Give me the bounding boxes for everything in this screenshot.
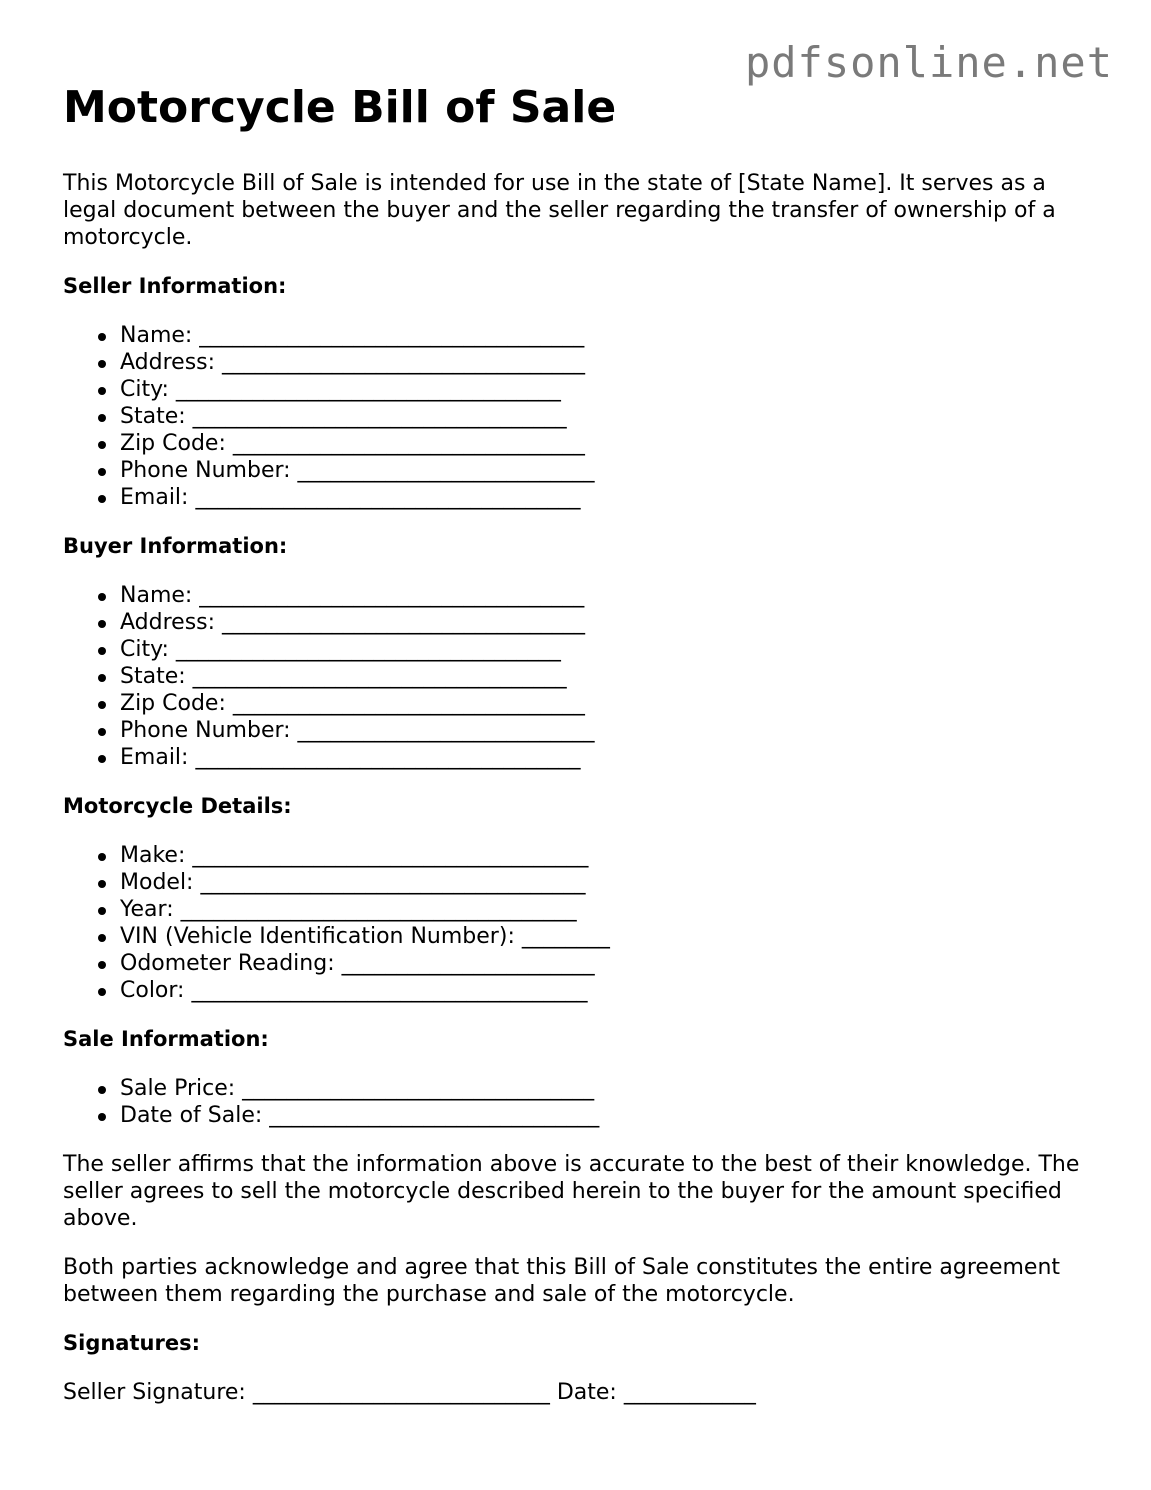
seller-phone-field[interactable]: Phone Number: ___________________________ [120, 457, 1093, 484]
buyer-state-field[interactable]: State: __________________________________ [120, 663, 1093, 690]
sale-section-heading: Sale Information: [63, 1027, 269, 1051]
watermark: pdfsonline.net [744, 38, 1113, 87]
seller-city-field[interactable]: City: ___________________________________ [120, 376, 1093, 403]
motorcycle-year-field[interactable]: Year: ____________________________________ [120, 896, 1093, 923]
document-page [63, 80, 1093, 1406]
motorcycle-odometer-field[interactable]: Odometer Reading: _______________________ [120, 950, 1093, 977]
sale-date-field[interactable]: Date of Sale: ______________________________ [120, 1102, 1093, 1129]
buyer-email-field[interactable]: Email: ___________________________________ [120, 744, 1093, 771]
sale-price-field[interactable]: Sale Price: ________________________________ [120, 1075, 1093, 1102]
motorcycle-vin-field[interactable]: VIN (Vehicle Identification Number): ________ [120, 923, 1093, 950]
buyer-section-heading: Buyer Information: [63, 534, 288, 558]
buyer-address-field[interactable]: Address: _________________________________ [120, 609, 1093, 636]
buyer-fields-list [63, 582, 1093, 771]
seller-signature-line[interactable]: Seller Signature: ___________________________ Date: ____________ [63, 1380, 756, 1405]
seller-fields-list [63, 322, 1093, 511]
motorcycle-make-field[interactable]: Make: ____________________________________ [120, 842, 1093, 869]
sale-fields-list [63, 1075, 1093, 1129]
page-title: Motorcycle Bill of Sale [63, 82, 617, 133]
buyer-name-field[interactable]: Name: ___________________________________ [120, 582, 1093, 609]
seller-state-field[interactable]: State: __________________________________ [120, 403, 1093, 430]
intro-paragraph: This Motorcycle Bill of Sale is intended for use in the state of [State Name]. It serves as a legal document between the buyer and the seller regarding the transfer of ownership of a motorcycle. [63, 171, 1056, 250]
motorcycle-color-field[interactable]: Color: ____________________________________ [120, 977, 1093, 1004]
buyer-zip-field[interactable]: Zip Code: ________________________________ [120, 690, 1093, 717]
buyer-city-field[interactable]: City: ___________________________________ [120, 636, 1093, 663]
seller-zip-field[interactable]: Zip Code: ________________________________ [120, 430, 1093, 457]
signatures-section-heading: Signatures: [63, 1331, 200, 1355]
seller-address-field[interactable]: Address: _________________________________ [120, 349, 1093, 376]
seller-section-heading: Seller Information: [63, 274, 287, 298]
acknowledgement-paragraph: Both parties acknowledge and agree that this Bill of Sale constitutes the entire agreement between them regarding the purchase and sale of the motorcycle. [63, 1255, 1061, 1307]
buyer-phone-field[interactable]: Phone Number: ___________________________ [120, 717, 1093, 744]
affirmation-paragraph: The seller affirms that the information above is accurate to the best of their knowledge. The seller agrees to sell the motorcycle described herein to the buyer for the amount specified above. [63, 1152, 1080, 1231]
seller-email-field[interactable]: Email: ___________________________________ [120, 484, 1093, 511]
motorcycle-fields-list [63, 842, 1093, 1004]
motorcycle-section-heading: Motorcycle Details: [63, 794, 292, 818]
seller-name-field[interactable]: Name: ___________________________________ [120, 322, 1093, 349]
motorcycle-model-field[interactable]: Model: ___________________________________ [120, 869, 1093, 896]
